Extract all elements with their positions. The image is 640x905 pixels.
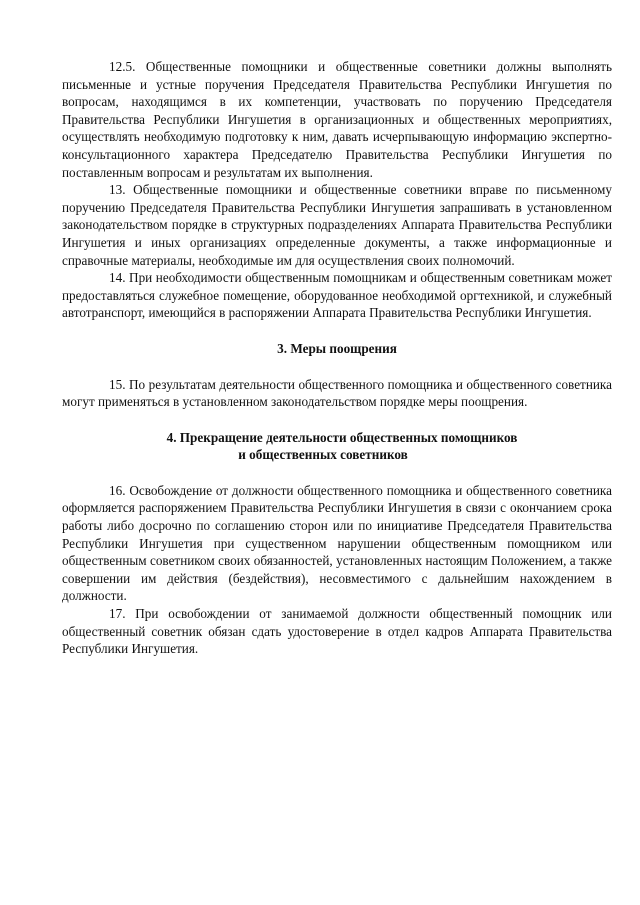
section-3-heading: 3. Меры поощрения [277,340,397,356]
spacer [62,464,612,482]
paragraph-12-5: 12.5. Общественные помощники и общественные советники должны выполнять письменные и устные поручения Председателя Правительства Республики Ингушетия по вопросам, находящимся в их компетенции, участвовать по поручению Председателя Правительства Республики Ингушетия в организационных и общественных мероприятиях, осуществлять необходимую подготовку к ним, давать исчерпывающую информацию экспертно-консультационного характера Председателю Правительства Республики Ингушетия по поставленным вопросам и результатам их выполнения. [62,59,612,180]
spacer [62,358,612,376]
section-4-heading-line-2: и общественных советников [238,447,408,463]
section-4-heading-line-1: 4. Прекращение деятельности общественных помощников [166,429,518,445]
section-4-heading [62,429,612,464]
paragraph-14: 14. При необходимости общественным помощникам и общественным советникам может предоставляться служебное помещение, оборудованное необходимой оргтехникой, и служебный автотранспорт, имеющийся в распоряжении Аппарата Правительства Республики Ингушетия. [62,270,612,321]
paragraph-16: 16. Освобождение от должности общественного помощника и общественного советника оформляется распоряжением Правительства Республики Ингушетия в связи с окончанием срока работы либо досрочно по соглашению сторон или по инициативе Председателя Правительства Республики Ингушетия при существенном нарушении общественным помощником или общественным советником своих обязанностей, установленных настоящим Положением, а также совершении им действия (бездействия), несовместимого с дальнейшим нахождением в должности. [62,482,612,604]
paragraph-17: 17. При освобождении от занимаемой должности общественный помощник или общественный советник обязан сдать удостоверение в отдел кадров Аппарата Правительства Республики Ингушетия. [62,606,612,657]
paragraph-15: 15. По результатам деятельности общественного помощника и общественного советника могут применяться в установленном законодательством порядке меры поощрения. [62,376,612,410]
spacer [62,322,612,340]
spacer [62,411,612,429]
paragraph-13: 13. Общественные помощники и общественные советники вправе по письменному поручению Председателя Правительства Республики Ингушетия запрашивать в установленном законодательством порядке в структурных подразделениях Аппарата Правительства Республики Ингушетия и иных организациях определенные документы, а также информационные и справочные материалы, необходимые им для осуществления своих полномочий. [62,182,612,268]
document-page [62,58,612,658]
